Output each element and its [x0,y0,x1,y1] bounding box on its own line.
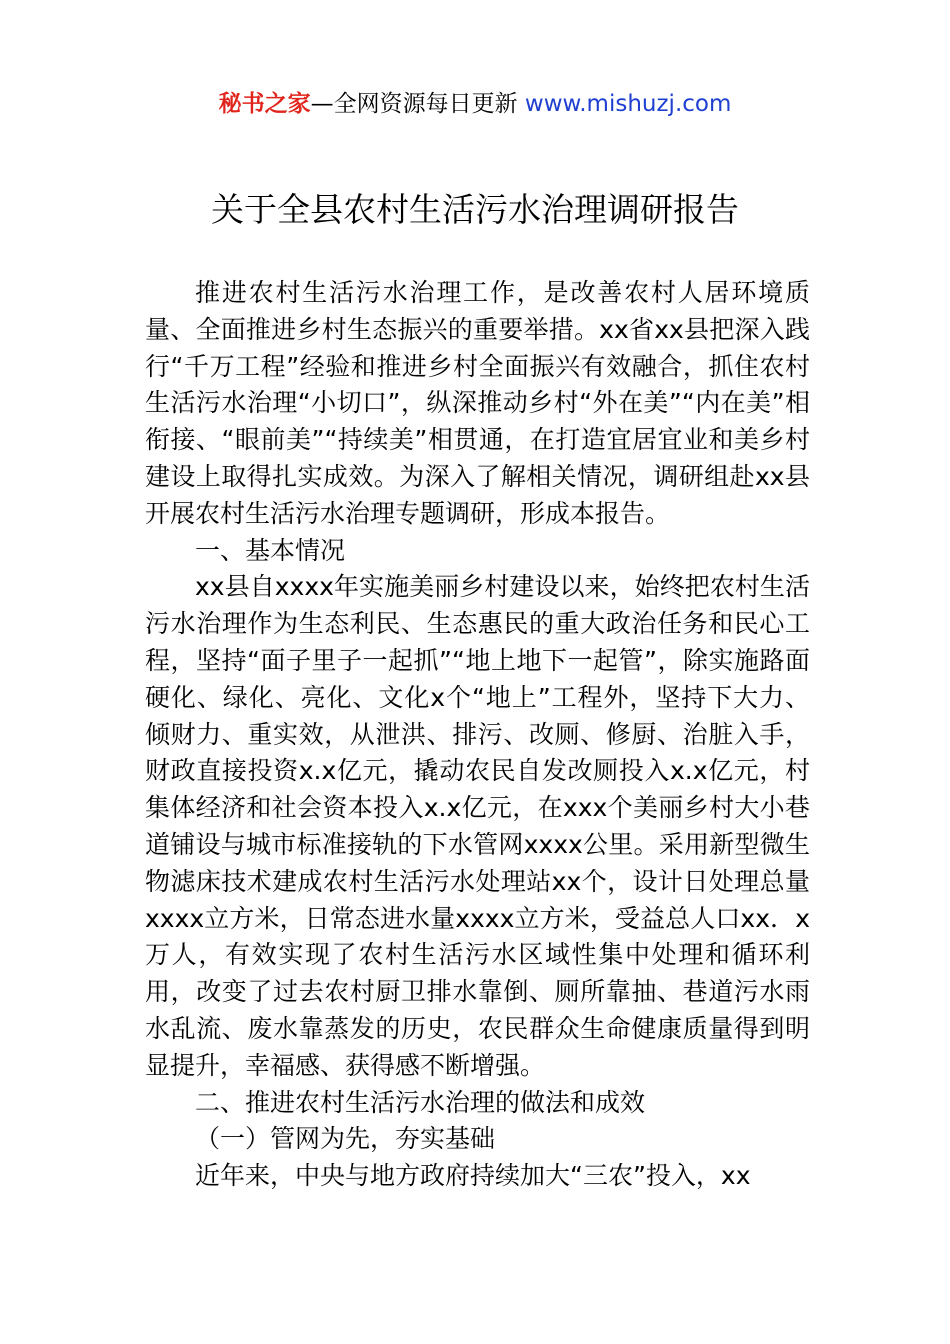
site-brand: 秘书之家 [218,91,311,117]
site-url-link[interactable]: www.mishuzj.com [524,91,732,117]
basic-situation-paragraph: xx县自xxxx年实施美丽乡村建设以来，始终把农村生活污水治理作为生态利民、生态惠民的重大政治任务和民心工程，坚持“面子里子一起抓”“地上地下一起管”，除实施路面硬化、绿化、亮化、文化x个“地上”工程外，坚持下大力、倾财力、重实效，从泄洪、排污、改厕、修厨、治脏入手，财政直接投资x.x亿元，撬动农民自发改厕投入x.x亿元，村集体经济和社会资本投入x.x亿元，在xxx个美丽乡村大小巷道铺设与城市标准接轨的下水管网xxxx公里。采用新型微生物滤床技术建成农村生活污水处理站xx个，设计日处理总量xxxx立方米，日常态进水量xxxx立方米，受益总人口xx．x万人，有效实现了农村生活污水区域性集中处理和循环利用，改变了过去农村厨卫排水靠倒、厕所靠抽、巷道污水雨水乱流、废水靠蒸发的历史，农民群众生命健康质量得到明显提升，幸福感、获得感不断增强。 [145,572,810,1080]
site-header [0,88,950,120]
document-body [145,275,810,1195]
pipe-network-paragraph: 近年来，中央与地方政府持续加大“三农”投入，xx [195,1161,751,1191]
document-title: 关于全县农村生活污水治理调研报告 [211,190,739,229]
intro-paragraph: 推进农村生活污水治理工作，是改善农村人居环境质量、全面推进乡村生态振兴的重要举措。xx省xx县把深入践行“千万工程”经验和推进乡村全面振兴有效融合，抓住农村生活污水治理“小切口”，纵深推动乡村“外在美”“内在美”相衔接、“眼前美”“持续美”相贯通，在打造宜居宜业和美乡村建设上取得扎实成效。为深入了解相关情况，调研组赴xx县开展农村生活污水治理专题调研，形成本报告。 [145,278,810,528]
site-tagline: —全网资源每日更新 [310,91,518,117]
section-heading-practices: 二、推进农村生活污水治理的做法和成效 [195,1087,646,1117]
section-heading-basic-situation: 一、基本情况 [195,535,346,565]
subsection-heading-pipe-network: （一）管网为先，夯实基础 [195,1124,496,1154]
